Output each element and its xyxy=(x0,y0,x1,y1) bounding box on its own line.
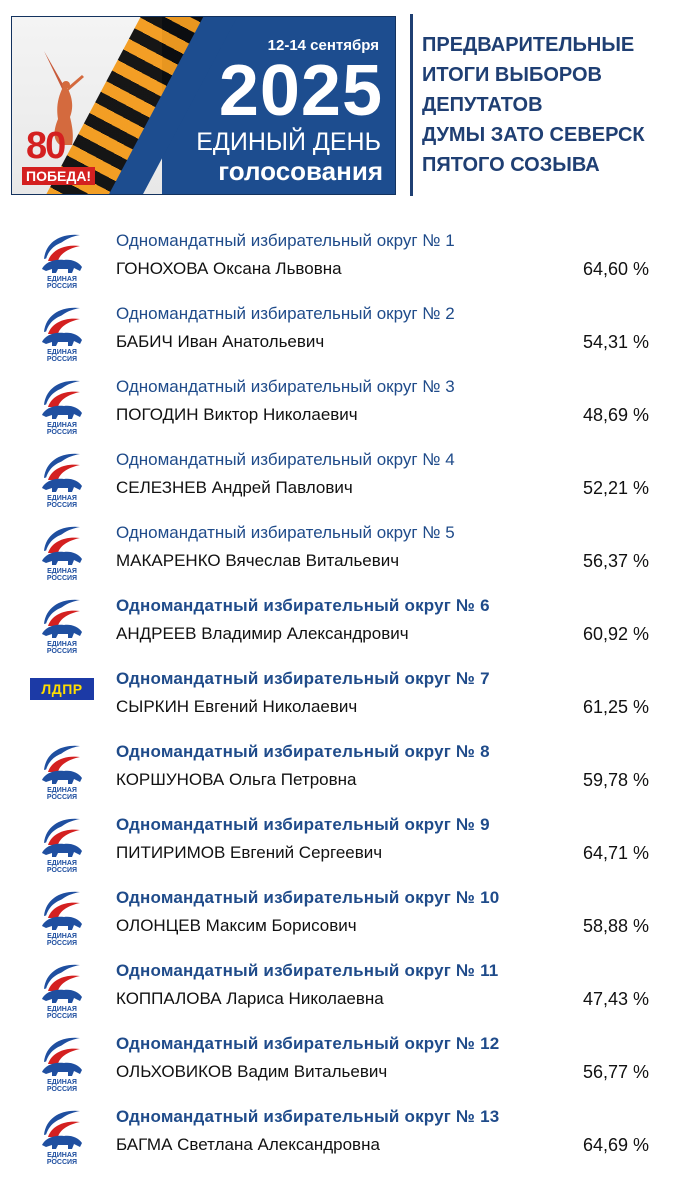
svg-text:РОССИЯ: РОССИЯ xyxy=(46,502,78,508)
svg-text:ЕДИНАЯ: ЕДИНАЯ xyxy=(47,933,77,940)
svg-text:РОССИЯ: РОССИЯ xyxy=(46,429,78,435)
district-name: Одномандатный избирательный округ № 8 xyxy=(116,742,490,761)
candidate-name: ПИТИРИМОВ Евгений Сергеевич xyxy=(116,843,383,862)
vote-percent: 61,25 % xyxy=(582,697,649,717)
result-row xyxy=(0,1102,675,1175)
result-row xyxy=(0,737,675,810)
vote-percent: 54,31 % xyxy=(582,332,649,352)
vote-percent: 64,69 % xyxy=(582,1135,649,1155)
district-name: Одномандатный избирательный округ № 3 xyxy=(116,377,455,396)
result-row xyxy=(0,883,675,956)
candidate-name: ОЛОНЦЕВ Максим Борисович xyxy=(116,916,357,935)
district-name: Одномандатный избирательный округ № 6 xyxy=(116,596,490,615)
svg-text:РОССИЯ: РОССИЯ xyxy=(46,648,78,654)
svg-text:РОССИЯ: РОССИЯ xyxy=(46,1159,78,1165)
svg-text:ЕДИНАЯ: ЕДИНАЯ xyxy=(47,495,77,502)
title-line: ИТОГИ ВЫБОРОВ xyxy=(422,64,602,86)
district-name: Одномандатный избирательный округ № 9 xyxy=(116,815,490,834)
result-row xyxy=(0,956,675,1029)
candidate-name: ОЛЬХОВИКОВ Вадим Витальевич xyxy=(116,1062,388,1081)
anniversary-label: ПОБЕДА! xyxy=(22,167,95,185)
svg-text:РОССИЯ: РОССИЯ xyxy=(46,575,78,581)
vote-percent: 56,77 % xyxy=(582,1062,649,1082)
candidate-name: АНДРЕЕВ Владимир Александрович xyxy=(116,624,409,643)
svg-text:РОССИЯ: РОССИЯ xyxy=(46,356,78,362)
result-row xyxy=(0,299,675,372)
svg-text:РОССИЯ: РОССИЯ xyxy=(46,794,78,800)
district-name: Одномандатный избирательный округ № 2 xyxy=(116,304,455,323)
svg-text:ЕДИНАЯ: ЕДИНАЯ xyxy=(47,1006,77,1013)
united-russia-logo-icon xyxy=(38,959,86,1019)
svg-text:ЕДИНАЯ: ЕДИНАЯ xyxy=(47,787,77,794)
title-line: ПЯТОГО СОЗЫВА xyxy=(422,154,600,176)
title-line: ДУМЫ ЗАТО СЕВЕРСК xyxy=(422,124,645,146)
district-name: Одномандатный избирательный округ № 13 xyxy=(116,1107,500,1126)
svg-text:ЕДИНАЯ: ЕДИНАЯ xyxy=(47,860,77,867)
title-line: ПРЕДВАРИТЕЛЬНЫЕ xyxy=(422,34,635,56)
candidate-name: ПОГОДИН Виктор Николаевич xyxy=(116,405,358,424)
result-row xyxy=(0,591,675,664)
united-russia-logo-icon xyxy=(38,740,86,800)
district-name: Одномандатный избирательный округ № 5 xyxy=(116,523,455,542)
vote-percent: 47,43 % xyxy=(582,989,649,1009)
svg-text:ЕДИНАЯ: ЕДИНАЯ xyxy=(47,422,77,429)
united-russia-logo-icon xyxy=(38,594,86,654)
result-row xyxy=(0,664,675,737)
svg-text:РОССИЯ: РОССИЯ xyxy=(46,1086,78,1092)
svg-text:ЕДИНАЯ: ЕДИНАЯ xyxy=(47,1152,77,1159)
united-russia-logo-icon xyxy=(38,1105,86,1165)
candidate-name: БАБИЧ Иван Анатольевич xyxy=(116,332,325,351)
candidate-name: СЕЛЕЗНЕВ Андрей Павлович xyxy=(116,478,353,497)
svg-text:РОССИЯ: РОССИЯ xyxy=(46,940,78,946)
united-russia-logo-icon xyxy=(38,886,86,946)
district-name: Одномандатный избирательный округ № 7 xyxy=(116,669,490,688)
page-title xyxy=(422,30,672,180)
vote-percent: 48,69 % xyxy=(582,405,649,425)
result-row xyxy=(0,372,675,445)
vote-percent: 56,37 % xyxy=(582,551,649,571)
svg-text:ЕДИНАЯ: ЕДИНАЯ xyxy=(47,1079,77,1086)
vote-percent: 59,78 % xyxy=(582,770,649,790)
vote-percent: 58,88 % xyxy=(582,916,649,936)
title-line: ДЕПУТАТОВ xyxy=(422,94,543,116)
header-divider xyxy=(410,14,413,196)
district-name: Одномандатный избирательный округ № 11 xyxy=(116,961,499,980)
result-row xyxy=(0,445,675,518)
results-list xyxy=(0,226,675,1175)
united-russia-logo-icon xyxy=(38,448,86,508)
svg-text:РОССИЯ: РОССИЯ xyxy=(46,867,78,873)
svg-text:ЕДИНАЯ: ЕДИНАЯ xyxy=(47,641,77,648)
candidate-name: СЫРКИН Евгений Николаевич xyxy=(116,697,358,716)
united-russia-logo-icon xyxy=(38,375,86,435)
united-russia-logo-icon xyxy=(38,521,86,581)
district-name: Одномандатный избирательный округ № 10 xyxy=(116,888,500,907)
candidate-name: КОППАЛОВА Лариса Николаевна xyxy=(116,989,384,1008)
svg-text:РОССИЯ: РОССИЯ xyxy=(46,1013,78,1019)
anniversary-number: 80 xyxy=(26,125,65,167)
result-row xyxy=(0,226,675,299)
united-russia-logo-icon xyxy=(38,1032,86,1092)
ldpr-logo: ЛДПР xyxy=(30,678,94,700)
district-name: Одномандатный избирательный округ № 4 xyxy=(116,450,455,469)
district-name: Одномандатный избирательный округ № 1 xyxy=(116,231,455,250)
result-row xyxy=(0,518,675,591)
vote-percent: 64,71 % xyxy=(582,843,649,863)
district-name: Одномандатный избирательный округ № 12 xyxy=(116,1034,500,1053)
vote-percent: 64,60 % xyxy=(582,259,649,279)
candidate-name: КОРШУНОВА Ольга Петровна xyxy=(116,770,357,789)
united-russia-logo-icon xyxy=(38,302,86,362)
unified-day-label: ЕДИНЫЙ ДЕНЬ xyxy=(196,128,381,156)
svg-text:ЕДИНАЯ: ЕДИНАЯ xyxy=(47,276,77,283)
election-dates: 12-14 сентября xyxy=(267,37,379,54)
voting-label: голосования xyxy=(218,156,383,186)
election-year: 2025 xyxy=(218,51,383,131)
vote-percent: 60,92 % xyxy=(582,624,649,644)
candidate-name: ГОНОХОВА Оксана Львовна xyxy=(116,259,342,278)
svg-text:ЕДИНАЯ: ЕДИНАЯ xyxy=(47,349,77,356)
united-russia-logo-icon xyxy=(38,813,86,873)
result-row xyxy=(0,1029,675,1102)
svg-text:ЕДИНАЯ: ЕДИНАЯ xyxy=(47,568,77,575)
svg-text:РОССИЯ: РОССИЯ xyxy=(46,283,78,289)
election-banner xyxy=(11,16,396,195)
candidate-name: БАГМА Светлана Александровна xyxy=(116,1135,380,1154)
united-russia-logo-icon xyxy=(38,229,86,289)
result-row xyxy=(0,810,675,883)
candidate-name: МАКАРЕНКО Вячеслав Витальевич xyxy=(116,551,400,570)
vote-percent: 52,21 % xyxy=(582,478,649,498)
